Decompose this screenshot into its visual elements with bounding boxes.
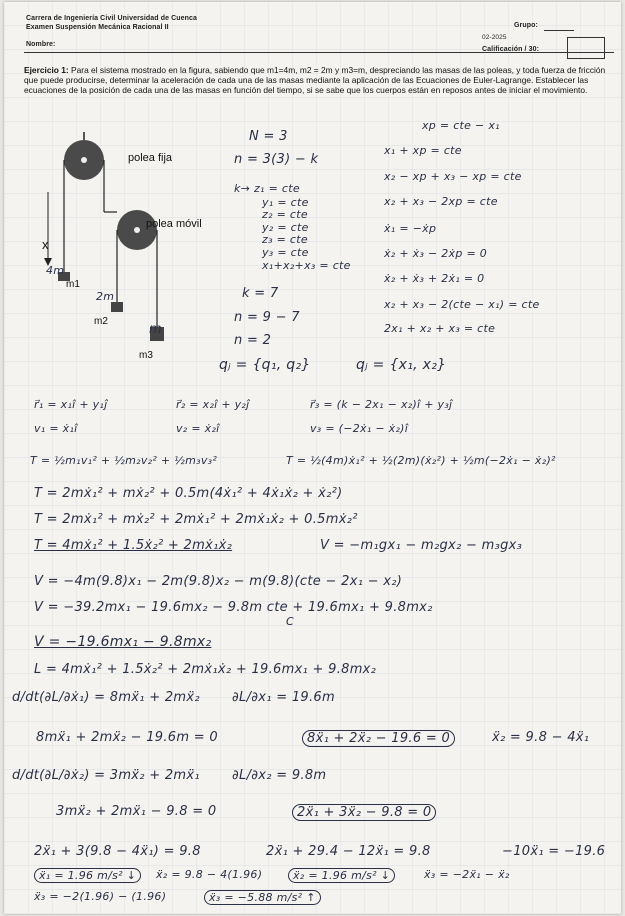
- work-r1: r⃗₁ = x₁î + y₁ĵ: [34, 398, 108, 411]
- work-c9: 2x₁ + x₂ + x₃ = cte: [384, 322, 496, 335]
- pulley-diagram: [34, 132, 224, 372]
- work-t3: T = 2mẋ₁² + mẋ₂² + 0.5m(4ẋ₁² + 4ẋ₁ẋ₂ + ẋ₂²): [34, 486, 343, 501]
- mass-m2: [111, 302, 123, 312]
- grade-label: Calificación / 30:: [482, 46, 540, 53]
- name-label: Nombre:: [26, 41, 56, 48]
- hw-m: m: [149, 322, 162, 337]
- work-r3: r⃗₃ = (k − 2x₁ − x₂)î + y₃ĵ: [310, 398, 453, 411]
- work-v3: v₃ = (−2ẋ₁ − ẋ₂)î: [310, 422, 409, 435]
- group-label: Grupo:: [514, 22, 538, 29]
- work-e2c: 3mẍ₂ + 2mẍ₁ − 9.8 = 0: [56, 804, 217, 819]
- exam-line: Examen Suspensión Mecánica Racional II: [26, 24, 169, 31]
- work-a5: ẍ₃ = −2(1.96) − (1.96): [34, 890, 167, 903]
- work-k7: x₁+x₂+x₃ = cte: [262, 259, 351, 272]
- moving-pulley-axle: [134, 227, 140, 233]
- moving-pulley-label: polea móvil: [146, 218, 202, 230]
- work-e1e: ẍ₂ = 9.8 − 4ẍ₁: [492, 730, 590, 745]
- exercise-number: Ejercicio 1:: [24, 65, 69, 75]
- exercise-text: Para el sistema mostrado en la figura, sabiendo que m1=4m, m2 = 2m y m3=m, despreciando las masas de las poleas, y toda fuerza de fricción que puede producirse, determinar la aceleración de cada una de las masas mediante la aplicación de las Ecuaciones de Euler-Lagrange. Establecer las ecuaciones de la posición de cada una de las masas en función del tiempo, si se sabe que los cuerpos están en reposos antes de iniciar el movimiento.: [24, 65, 606, 96]
- work-e2b: ∂L/∂x₂ = 9.8m: [232, 768, 327, 783]
- work-e1d: 8ẍ₁ + 2ẍ₂ − 19.6 = 0: [302, 730, 455, 747]
- work-v5-c: C: [286, 615, 294, 628]
- work-v4: V = −4m(9.8)x₁ − 2m(9.8)x₂ − m(9.8)(cte − 2x₁ − x₂): [34, 574, 403, 589]
- hw-2m: 2m: [96, 290, 115, 303]
- work-k6: y₃ = cte: [262, 246, 309, 259]
- work-n3: N = 3: [249, 129, 288, 144]
- work-k4: y₂ = cte: [262, 221, 309, 234]
- work-t1: T = ½m₁v₁² + ½m₂v₂² + ½m₃v₃²: [30, 454, 218, 467]
- fixed-pulley-label: polea fija: [128, 152, 173, 164]
- m3-label: m3: [139, 350, 153, 361]
- grade-box: [567, 37, 605, 59]
- work-c6: ẋ₂ + ẋ₃ − 2ẋp = 0: [384, 247, 488, 260]
- work-e2d: 2ẍ₁ + 3ẍ₂ − 9.8 = 0: [292, 804, 436, 821]
- work-a2: ẍ₂ = 9.8 − 4(1.96): [156, 868, 263, 881]
- work-c4: x₂ + x₃ − 2xp = cte: [384, 195, 498, 208]
- work-a1: ẍ₁ = 1.96 m/s² ↓: [34, 868, 141, 883]
- work-n2: n = 2: [234, 333, 272, 348]
- work-e1a: d/dt(∂L/∂ẋ₁) = 8mẍ₁ + 2mẍ₂: [12, 690, 200, 705]
- work-k3: z₂ = cte: [262, 208, 308, 221]
- work-v2: v₂ = ẋ₂î: [176, 422, 220, 435]
- work-k7b: k = 7: [242, 286, 279, 301]
- term-text: 02-2025: [482, 34, 507, 41]
- exercise-statement: [24, 65, 614, 96]
- m1-label: m1: [66, 279, 80, 290]
- work-pv: V = −m₁gx₁ − m₂gx₂ − m₃gx₃: [320, 538, 523, 553]
- work-v6: V = −19.6mx₁ − 9.8mx₂: [34, 634, 212, 650]
- work-c1: xp = cte − x₁: [422, 119, 500, 132]
- work-c7: ẋ₂ + ẋ₃ + 2ẋ₁ = 0: [384, 272, 485, 285]
- fixed-pulley-axle: [81, 157, 87, 163]
- work-s3: −10ẍ₁ = −19.6: [502, 844, 606, 859]
- work-t5: T = 4mẋ₁² + 1.5ẋ₂² + 2mẋ₁ẋ₂: [34, 538, 233, 553]
- work-k5: z₃ = cte: [262, 233, 308, 246]
- work-t4: T = 2mẋ₁² + mẋ₂² + 2mẋ₁² + 2mẋ₁ẋ₂ + 0.5mẋ₂²: [34, 512, 358, 527]
- work-c8: x₂ + x₃ − 2(cte − x₁) = cte: [384, 298, 540, 311]
- work-v5: V = −39.2mx₁ − 19.6mx₂ − 9.8m cte + 19.6mx₁ + 9.8mx₂: [34, 600, 433, 615]
- m2-label: m2: [94, 316, 108, 327]
- work-n33k: n = 3(3) − k: [234, 152, 319, 167]
- work-qj1: qⱼ = {q₁, q₂}: [219, 357, 311, 373]
- work-k2: y₁ = cte: [262, 196, 309, 209]
- work-e1b: ∂L/∂x₁ = 19.6m: [232, 690, 335, 705]
- work-c3: x₂ − xp + x₃ − xp = cte: [384, 170, 522, 183]
- work-s1: 2ẍ₁ + 3(9.8 − 4ẍ₁) = 9.8: [34, 844, 201, 859]
- work-a3: ẍ₂ = 1.96 m/s² ↓: [288, 868, 395, 883]
- work-e1c: 8mẍ₁ + 2mẍ₂ − 19.6m = 0: [36, 730, 218, 745]
- exam-sheet: [4, 2, 621, 914]
- work-qj2: qⱼ = {x₁, x₂}: [356, 357, 447, 373]
- work-s2: 2ẍ₁ + 29.4 − 12ẍ₁ = 9.8: [266, 844, 431, 859]
- work-c2: x₁ + xp = cte: [384, 144, 462, 157]
- work-v1: v₁ = ẋ₁î: [34, 422, 78, 435]
- x-label: x: [42, 237, 49, 252]
- hw-4m: 4m: [46, 264, 65, 277]
- work-r2: r⃗₂ = x₂î + y₂ĵ: [176, 398, 250, 411]
- work-a6: ẍ₃ = −5.88 m/s² ↑: [204, 890, 321, 905]
- work-t2: T = ½(4m)ẋ₁² + ½(2m)(ẋ₂²) + ½m(−2ẋ₁ − ẋ₂)²: [286, 454, 556, 467]
- work-n97: n = 9 − 7: [234, 310, 300, 325]
- university-line: Carrera de Ingeniería Civil Universidad de Cuenca: [26, 15, 198, 22]
- work-lagrangian: L = 4mẋ₁² + 1.5ẋ₂² + 2mẋ₁ẋ₂ + 19.6mx₁ + 9.8mx₂: [34, 662, 377, 677]
- group-line: [544, 30, 574, 31]
- work-k1: k→ z₁ = cte: [234, 182, 300, 195]
- work-c5: ẋ₁ = −ẋp: [384, 222, 437, 235]
- work-e2a: d/dt(∂L/∂ẋ₂) = 3mẍ₂ + 2mẍ₁: [12, 768, 200, 783]
- work-a4: ẍ₃ = −2ẍ₁ − ẍ₂: [424, 868, 510, 881]
